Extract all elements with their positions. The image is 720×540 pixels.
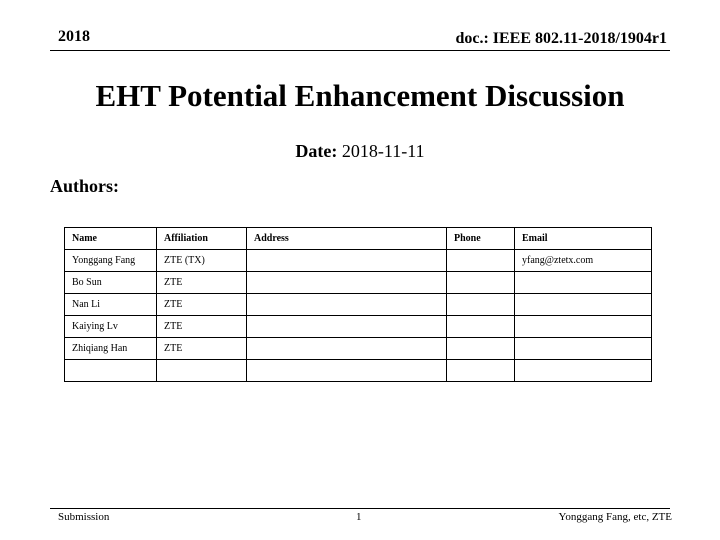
cell-address: [247, 316, 447, 338]
header-name: Name: [65, 228, 157, 250]
table-row: [65, 250, 652, 272]
cell-email: yfang@ztetx.com: [515, 250, 652, 272]
table-row: [65, 360, 652, 382]
cell-name: Kaiying Lv: [65, 316, 157, 338]
cell-name: [65, 360, 157, 382]
header-affiliation: Affiliation: [157, 228, 247, 250]
cell-email: [515, 360, 652, 382]
footer-divider: [50, 508, 670, 509]
header-divider: [50, 50, 670, 51]
header-phone: Phone: [447, 228, 515, 250]
cell-phone: [447, 338, 515, 360]
header-email: Email: [515, 228, 652, 250]
cell-name: Bo Sun: [65, 272, 157, 294]
cell-email: [515, 294, 652, 316]
cell-affiliation: ZTE: [157, 316, 247, 338]
footer-submission: Submission: [58, 511, 110, 523]
cell-address: [247, 360, 447, 382]
date-line: [0, 141, 720, 162]
table-header-row: [65, 228, 652, 250]
cell-affiliation: ZTE: [157, 294, 247, 316]
cell-affiliation: ZTE: [157, 272, 247, 294]
cell-phone: [447, 316, 515, 338]
cell-name: Nan Li: [65, 294, 157, 316]
cell-phone: [447, 294, 515, 316]
cell-phone: [447, 272, 515, 294]
authors-label: Authors:: [50, 176, 120, 196]
cell-phone: [447, 360, 515, 382]
authors-table: [64, 227, 652, 382]
cell-email: [515, 338, 652, 360]
date-value: 2018-11-11: [341, 141, 425, 161]
cell-email: [515, 272, 652, 294]
header-year: 2018: [58, 28, 90, 45]
footer-page-number: 1: [356, 511, 362, 523]
cell-address: [247, 294, 447, 316]
date-label: Date:: [295, 141, 338, 161]
table-row: [65, 316, 652, 338]
table-row: [65, 338, 652, 360]
cell-phone: [447, 250, 515, 272]
table-row: [65, 272, 652, 294]
cell-email: [515, 316, 652, 338]
cell-address: [247, 250, 447, 272]
cell-affiliation: ZTE: [157, 338, 247, 360]
cell-address: [247, 272, 447, 294]
table-row: [65, 294, 652, 316]
cell-name: Yonggang Fang: [65, 250, 157, 272]
cell-name: Zhiqiang Han: [65, 338, 157, 360]
page-title: EHT Potential Enhancement Discussion: [95, 78, 625, 113]
cell-affiliation: ZTE (TX): [157, 250, 247, 272]
cell-address: [247, 338, 447, 360]
header-doc-id: doc.: IEEE 802.11-2018/1904r1: [455, 30, 667, 47]
footer-author: Yonggang Fang, etc, ZTE: [558, 511, 672, 523]
cell-affiliation: [157, 360, 247, 382]
header-address: Address: [247, 228, 447, 250]
